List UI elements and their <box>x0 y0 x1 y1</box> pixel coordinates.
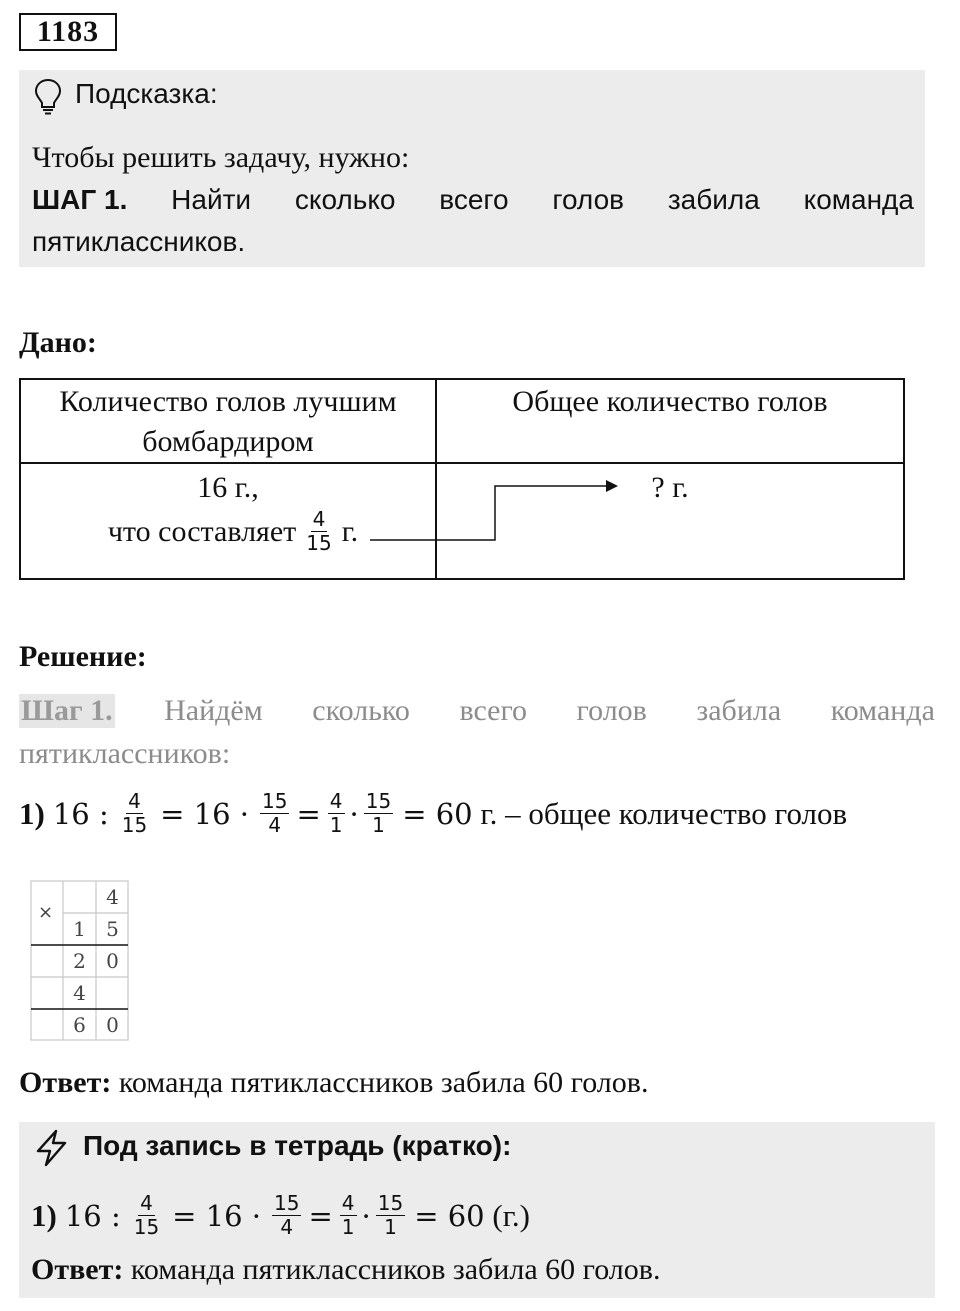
grid-digit: 2 <box>73 949 86 973</box>
equation-number: 1) <box>19 795 45 831</box>
equation-number: 1) <box>31 1197 57 1233</box>
task-number: 1183 <box>19 13 117 51</box>
eq-term: = <box>308 1198 333 1233</box>
eq-fraction: $\frac{4}{15}$ <box>133 1191 160 1239</box>
hint-step-word: забила <box>667 184 760 215</box>
eq-fraction: $\frac{15}{1}$ <box>377 1191 404 1239</box>
eq-fraction: $\frac{4}{15}$ <box>121 789 148 837</box>
solution-step-word: забила <box>696 694 782 727</box>
arrow-connector <box>370 474 630 554</box>
col1-header-line2: бомбардиром <box>142 425 314 458</box>
solution-heading: Решение: <box>19 640 147 673</box>
solution-step-word: голов <box>576 694 647 727</box>
note-title: Под запись в тетрадь (кратко): <box>83 1130 512 1161</box>
eq-term: · <box>361 1198 371 1233</box>
eq-term: 16 : <box>52 796 109 831</box>
answer-label: Ответ: <box>19 1066 112 1099</box>
eq-term: = 16 · <box>172 1198 262 1233</box>
col1-suffix: г. <box>341 514 359 548</box>
hint-step-word: команда <box>803 184 914 215</box>
note-answer-line <box>31 1253 660 1287</box>
solution-equation <box>19 790 847 837</box>
solution-step-word: всего <box>459 694 528 727</box>
hint-intro: Чтобы решить задачу, нужно: <box>32 141 410 174</box>
eq-term: = 16 · <box>160 796 250 831</box>
eq-result: = 60 <box>414 1198 485 1233</box>
grid-digit: 5 <box>106 917 119 941</box>
lightbulb-icon <box>33 78 63 116</box>
solution-step-word: команда <box>830 694 935 727</box>
hint-step-word: всего <box>439 184 509 215</box>
eq-fraction: $\frac{4}{1}$ <box>341 1191 355 1239</box>
grid-digit: 4 <box>106 885 119 909</box>
eq-term: 16 : <box>64 1198 121 1233</box>
answer-label: Ответ: <box>31 1253 124 1286</box>
col1-prefix: что составляет <box>107 514 297 548</box>
multiplication-grid <box>30 880 129 1041</box>
col1-header <box>20 379 436 463</box>
multiply-sign: × <box>38 902 54 923</box>
hint-title: Подсказка: <box>75 78 218 109</box>
solution-step-word: Найдём <box>164 694 263 727</box>
grid-digit: 0 <box>106 1013 119 1037</box>
solution-step-continuation: пятиклассников: <box>19 737 231 770</box>
grid-digit: 1 <box>73 917 86 941</box>
eq-result: = 60 <box>402 796 473 831</box>
answer-text: команда пятиклассников забила 60 голов. <box>111 1066 649 1099</box>
solution-step-word: сколько <box>312 694 410 727</box>
eq-fraction: $\frac{15}{4}$ <box>262 789 288 837</box>
eq-fraction: $\frac{4}{1}$ <box>329 789 343 837</box>
eq-term: = <box>296 796 321 831</box>
eq-fraction: $\frac{15}{1}$ <box>365 789 392 837</box>
hint-step-label: ШАГ 1. <box>32 184 128 215</box>
fraction-4-15: $\frac{4}{15}$ <box>306 507 332 555</box>
grid-digit: 6 <box>73 1013 86 1037</box>
given-heading: Дано: <box>19 326 97 359</box>
hint-step-word: Найти <box>171 184 252 215</box>
hint-step-continuation: пятиклассников. <box>32 226 246 257</box>
note-equation <box>31 1192 530 1239</box>
eq-tail: г. – общее количество голов <box>472 795 848 831</box>
hint-step-word: голов <box>552 184 625 215</box>
col1-header-line1: Количество голов лучшим <box>59 385 397 418</box>
grid-digit: 4 <box>73 981 86 1005</box>
eq-tail: (г.) <box>484 1197 530 1233</box>
answer-line <box>19 1066 648 1100</box>
col1-value: 16 г., <box>197 471 259 504</box>
col2-value: ? г. <box>651 471 689 504</box>
hint-step-word: сколько <box>294 184 396 215</box>
eq-term: · <box>349 796 359 831</box>
hint-step-line <box>32 184 914 216</box>
grid-digit: 0 <box>106 949 119 973</box>
lightning-icon <box>32 1128 72 1168</box>
solution-step-line <box>19 694 935 728</box>
eq-fraction: $\frac{15}{4}$ <box>274 1191 300 1239</box>
solution-step-label: Шаг 1. <box>21 694 113 727</box>
answer-text: команда пятиклассников забила 60 голов. <box>123 1253 661 1286</box>
col2-header: Общее количество голов <box>436 379 904 463</box>
